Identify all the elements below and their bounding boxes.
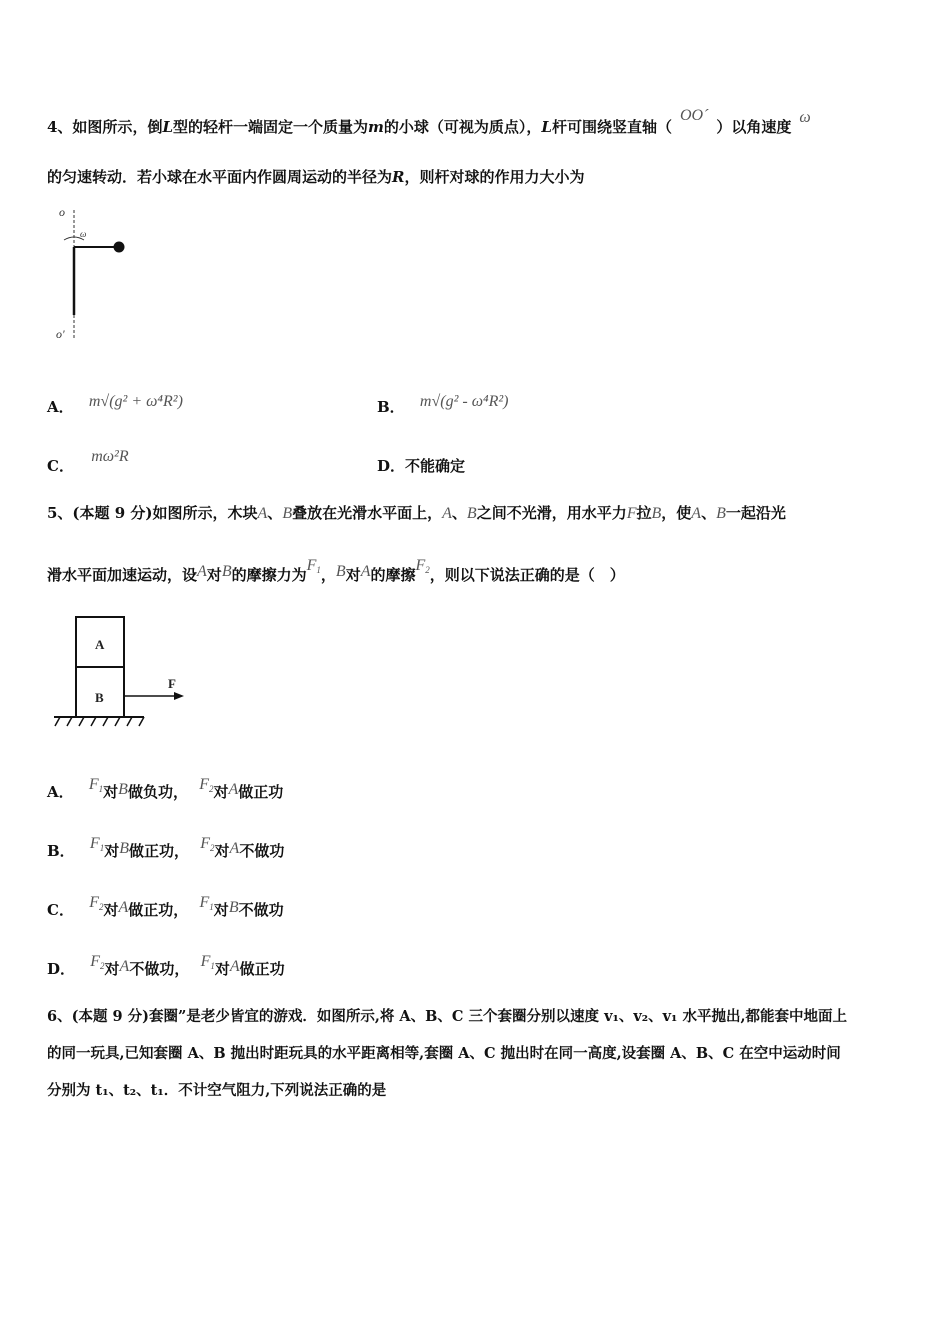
q5-option-text: 不做功 — [238, 901, 284, 919]
q5-option-var: F — [200, 953, 211, 970]
q5-var: B — [282, 505, 293, 522]
q5-text: ，则以下说法正确的是（ ） — [429, 566, 625, 584]
q5-option-text: 做正功， — [129, 842, 190, 860]
q5-var: F — [415, 557, 426, 574]
q5-option-var: F — [89, 835, 100, 852]
q5-text: 对 — [206, 566, 222, 584]
q5-option-var: A — [118, 899, 129, 916]
q4-option-b-expr: m√(g² - ω⁴R²) — [419, 393, 509, 410]
q4-option-c-expr: mω²R — [91, 448, 129, 465]
q4-option-d — [377, 455, 465, 476]
q5-var: A — [691, 505, 702, 522]
q4-figure — [50, 200, 140, 345]
q4-option-a-label: A． — [47, 398, 74, 416]
q5-var: F — [306, 557, 317, 574]
q5-option-a — [47, 776, 284, 802]
q5-option-text: 对 — [103, 901, 119, 919]
q4-stem-line2 — [47, 166, 585, 187]
q5-option-text: 对 — [103, 783, 119, 801]
q5-var: A — [360, 563, 371, 580]
q4-axis-expr: OO´ — [679, 107, 709, 124]
q4-option-c — [47, 448, 129, 476]
q5-option-text: 做正功 — [239, 960, 285, 978]
q5-option-sub: 2 — [98, 902, 104, 912]
q5-text: 5、(本题 9 分)如图所示，木块 — [47, 504, 258, 522]
q4-var-L: L — [162, 118, 173, 136]
q5-text: 的摩擦力为 — [231, 566, 307, 584]
q5-force-label: F — [168, 676, 176, 691]
q5-var: B — [335, 563, 346, 580]
q5-force-arrow-head — [174, 692, 184, 700]
q5-text: 、 — [267, 504, 283, 522]
q4-text: 杆可围绕竖直轴（ — [551, 118, 672, 136]
q5-option-text: 不做功 — [239, 842, 285, 860]
q5-option-d-label: D． — [47, 960, 76, 978]
q5-option-text: 做正功 — [238, 783, 284, 801]
q5-option-var: F — [90, 953, 101, 970]
q5-option-var: B — [119, 840, 129, 857]
q4-option-d-text: 不能确定 — [405, 457, 466, 475]
q5-option-var: F — [199, 776, 209, 793]
q5-text: 拉 — [636, 504, 652, 522]
q4-var-L: L — [541, 118, 552, 136]
q5-text: 、 — [451, 504, 467, 522]
q5-var: A — [257, 505, 268, 522]
q4-option-c-label: C． — [47, 457, 74, 475]
q5-option-var: F — [88, 776, 99, 793]
q5-sub: 1 — [316, 565, 321, 575]
q5-option-sub: 1 — [209, 902, 214, 912]
q5-option-b — [47, 835, 285, 861]
q5-option-var: A — [119, 958, 130, 975]
q5-option-var: F — [200, 835, 211, 852]
q5-option-text: 对 — [213, 783, 229, 801]
q5-option-var: B — [228, 899, 239, 916]
q5-option-var: A — [229, 958, 240, 975]
q4-option-b — [377, 393, 509, 417]
q5-var: F — [626, 505, 637, 522]
q5-text: 之间不光滑，用水平力 — [476, 504, 627, 522]
q5-option-c — [47, 894, 284, 920]
q5-text: ， — [320, 566, 336, 584]
q4-text: ）以角速度 — [716, 118, 792, 136]
q4-var-m: m — [368, 118, 384, 136]
q5-option-text: 对 — [104, 842, 120, 860]
q5-option-var: A — [228, 781, 239, 798]
q5-var: B — [221, 563, 232, 580]
q5-option-var: B — [118, 781, 128, 798]
q5-var: A — [442, 505, 452, 522]
q5-text: 滑水平面加速运动，设 — [47, 566, 198, 584]
q5-option-sub: 1 — [98, 784, 104, 794]
q6-stem-line1: 6、(本题 9 分)套圈”是老少皆宜的游戏．如图所示,将 A、B、C 三个套圈分别以速度 v₁、v₂、v₁ 水平抛出,都能套中地面上 — [47, 1008, 847, 1025]
q5-block-a-label: A — [95, 637, 105, 652]
q5-stem-line1 — [47, 502, 786, 523]
q5-text: 一起沿光 — [725, 504, 786, 522]
q4-omega: ω — [799, 109, 811, 126]
q5-var: B — [466, 505, 477, 522]
q5-option-sub: 1 — [210, 961, 215, 971]
q5-var: A — [197, 563, 207, 580]
q4-figure-omega: ω — [80, 229, 87, 239]
q4-text: 的匀速转动．若小球在水平面内作圆周运动的半径为 — [47, 168, 393, 186]
q4-figure-bottom-label: o' — [56, 327, 65, 341]
q5-option-c-label: C． — [47, 901, 74, 919]
q5-option-a-label: A． — [47, 783, 74, 801]
q5-option-sub: 2 — [208, 784, 214, 794]
q5-option-sub: 2 — [100, 961, 105, 971]
q5-text: 、 — [701, 504, 717, 522]
q4-text: 的小球（可视为质点）， — [383, 118, 542, 136]
q5-option-d — [47, 953, 285, 979]
q5-option-text: 做负功， — [127, 783, 188, 801]
q4-text: 4、如图所示，倒 — [47, 118, 163, 136]
q5-var: B — [716, 505, 726, 522]
q4-option-a — [47, 393, 183, 417]
q5-option-b-label: B． — [47, 842, 75, 860]
q4-text: ，则杆对球的作用力大小为 — [404, 168, 585, 186]
q4-ball — [114, 242, 125, 253]
q5-sub: 2 — [425, 565, 430, 575]
q6-stem-line2: 的同一玩具,已知套圈 A、B 抛出时距玩具的水平距离相等,套圈 A、C 抛出时在同一高度,设套圈 A、B、C 在空中运动时间 — [47, 1045, 841, 1062]
q5-option-text: 对 — [104, 960, 120, 978]
q5-option-sub: 1 — [99, 843, 105, 853]
q4-option-b-label: B． — [377, 398, 405, 416]
q4-stem-line1 — [47, 107, 811, 137]
q4-option-a-expr: m√(g² + ω⁴R²) — [88, 393, 183, 410]
q5-option-text: 对 — [213, 901, 229, 919]
q5-stem-line2 — [47, 557, 625, 585]
q5-text: 的摩擦 — [370, 566, 416, 584]
q5-option-text: 对 — [214, 842, 230, 860]
q6-stem-line3: 分别为 t₁、t₂、t₁．不计空气阻力,下列说法正确的是 — [47, 1082, 387, 1099]
q4-option-d-label: D． — [377, 457, 406, 475]
q5-block-b-label: B — [95, 690, 104, 705]
q5-option-text: 对 — [214, 960, 230, 978]
q5-var: B — [651, 505, 662, 522]
q5-option-text: 做正功， — [128, 901, 189, 919]
q4-text: 型的轻杆一端固定一个质量为 — [173, 118, 369, 136]
q5-figure — [50, 612, 190, 730]
q4-var-R: R — [392, 168, 405, 186]
q5-text: ，使 — [661, 504, 692, 522]
q5-option-text: 不做功， — [129, 960, 190, 978]
q5-ground-hatch — [55, 717, 144, 726]
q4-figure-top-label: o — [59, 205, 65, 219]
q5-option-var: F — [199, 894, 210, 911]
q5-text: 叠放在光滑水平面上， — [292, 504, 443, 522]
q5-option-sub: 2 — [210, 843, 215, 853]
q5-option-var: A — [229, 840, 240, 857]
q5-text: 对 — [345, 566, 361, 584]
q5-option-var: F — [89, 894, 99, 911]
